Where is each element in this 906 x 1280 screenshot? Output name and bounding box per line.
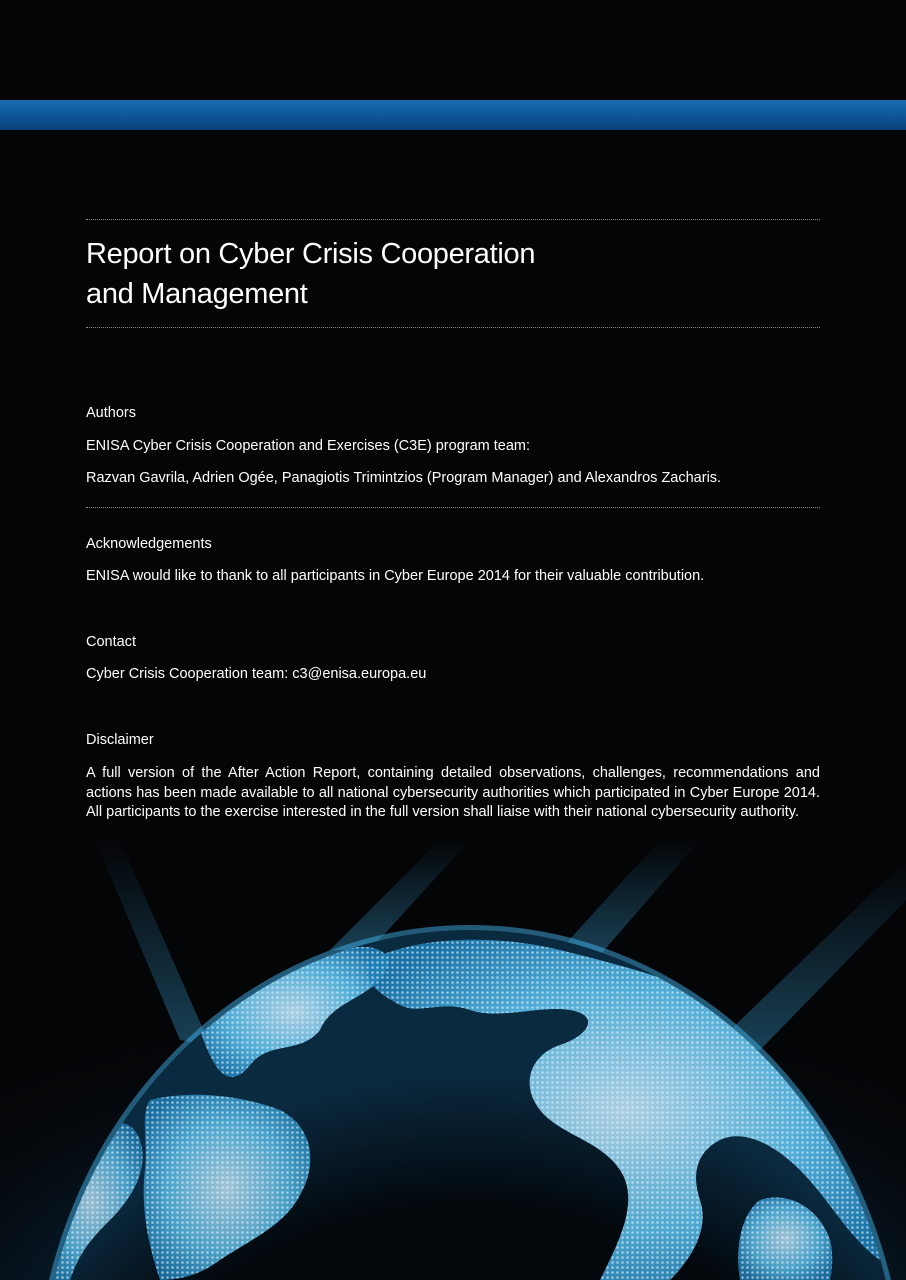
disclaimer-heading: Disclaimer [86, 732, 154, 748]
authors-divider [86, 507, 820, 508]
authors-heading: Authors [86, 405, 136, 421]
page-title-line-1: Report on Cyber Crisis Cooperation [86, 238, 536, 270]
page-title [86, 234, 686, 314]
acknowledgements-text: ENISA would like to thank to all participants in Cyber Europe 2014 for their valuable contribution. [86, 568, 705, 584]
page-title-line-2: and Management [86, 278, 308, 310]
disclaimer-text: A full version of the After Action Report, containing detailed observations, challenges, recommendations and actions has been made available to all national cybersecurity authorities which participated in Cyber Europe 2014. All participants to the exercise interested in the full version shall liaise with their national cybersecurity authority. [86, 765, 820, 820]
header-band [0, 100, 906, 130]
acknowledgements-heading: Acknowledgements [86, 536, 212, 552]
title-divider-top [86, 219, 820, 220]
contact-text[interactable]: Cyber Crisis Cooperation team: c3@enisa.europa.eu [86, 666, 427, 682]
title-divider-bottom [86, 327, 820, 328]
glowing-globe-icon [0, 840, 906, 1280]
contact-heading: Contact [86, 634, 136, 650]
authors-team: ENISA Cyber Crisis Cooperation and Exercises (C3E) program team: [86, 438, 531, 454]
authors-names: Razvan Gavrila, Adrien Ogée, Panagiotis Trimintzios (Program Manager) and Alexandros Zacharis. [86, 470, 722, 486]
